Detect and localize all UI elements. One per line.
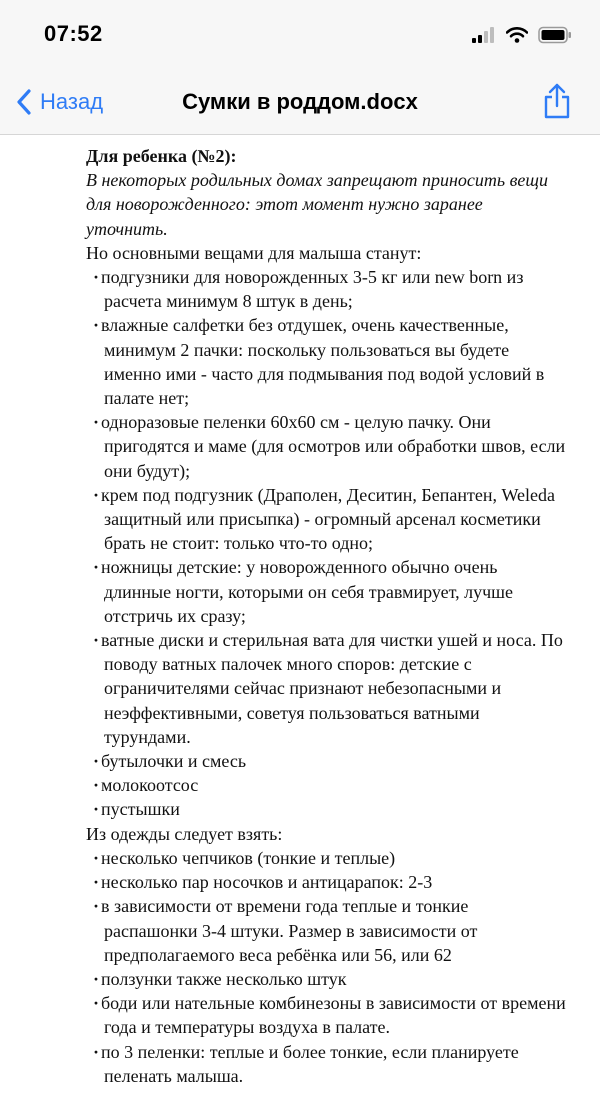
list-item bbox=[86, 265, 566, 313]
list-item bbox=[86, 749, 566, 773]
list-item-text: в зависимости от времени года теплые и тонкие распашонки 3-4 штуки. Размер в зависимости от предполагаемого веса ребёнка или 56, или 62 bbox=[101, 896, 478, 965]
list-item bbox=[86, 1040, 566, 1088]
bullet-icon: · bbox=[93, 557, 100, 578]
list-item bbox=[86, 797, 566, 821]
bullet-icon: · bbox=[93, 799, 100, 820]
status-icons bbox=[472, 24, 572, 46]
navigation-bar bbox=[0, 70, 600, 135]
list-item-text: бутылочки и смесь bbox=[101, 751, 247, 772]
document-content bbox=[86, 144, 566, 1088]
bullet-icon: · bbox=[93, 896, 100, 917]
list-item bbox=[86, 991, 566, 1039]
italic-note: В некоторых родильных домах запрещают приносить вещи для новорожденного: этот момент нужно заранее уточнить. bbox=[86, 170, 548, 239]
list-item bbox=[86, 773, 566, 797]
wifi-icon bbox=[506, 27, 528, 43]
list-item bbox=[86, 483, 566, 556]
list-item-text: ножницы детские: у новорожденного обычно очень длинные ногти, которыми он себя травмирует, лучше отстричь их сразу; bbox=[101, 557, 513, 626]
share-icon bbox=[542, 82, 572, 120]
status-bar bbox=[0, 0, 600, 70]
share-button[interactable] bbox=[542, 82, 572, 125]
bullet-icon: · bbox=[93, 630, 100, 651]
bullet-icon: · bbox=[93, 484, 100, 505]
bullet-icon: · bbox=[93, 1041, 100, 1062]
list-item-text: несколько чепчиков (тонкие и теплые) bbox=[101, 847, 396, 868]
list-item-text: несколько пар носочков и антицарапок: 2-3 bbox=[101, 872, 433, 893]
list-item-text: молокоотсос bbox=[101, 775, 199, 796]
intro-paragraph: Но основными вещами для малыша станут: bbox=[86, 242, 422, 263]
status-time: 07:52 bbox=[44, 21, 103, 46]
clothes-intro: Из одежды следует взять: bbox=[86, 823, 283, 844]
list-item-text: боди или нательные комбинезоны в зависимости от времени года и температуры воздуха в палате. bbox=[101, 993, 566, 1038]
list-item bbox=[86, 313, 566, 410]
list-item bbox=[86, 870, 566, 894]
bullet-icon: · bbox=[93, 751, 100, 772]
list-item bbox=[86, 894, 566, 967]
list-item-text: ползунки также несколько штук bbox=[101, 968, 347, 989]
section-heading: Для ребенка (№2): bbox=[86, 146, 237, 166]
clothes-list bbox=[86, 846, 566, 1088]
bullet-icon: · bbox=[93, 847, 100, 868]
list-item bbox=[86, 628, 566, 749]
document-title: Сумки в роддом.docx bbox=[182, 89, 418, 114]
signal-icon bbox=[472, 27, 496, 43]
list-item-text: крем под подгузник (Драполен, Деситин, Бепантен, Weleda защитный или присыпка) - огромный арсенал косметики брать не стоит: только что-то одно; bbox=[101, 484, 555, 554]
list-item-text: одноразовые пеленки 60х60 см - целую пачку. Они пригодятся и маме (для осмотров или обработки швов, если они будут); bbox=[101, 412, 566, 481]
list-item-text: ватные диски и стерильная вата для чистки ушей и носа. По поводу ватных палочек много споров: детские с ограничителями сейчас признают небезопасными и неэффективными, советуя пользоваться ватными турундами. bbox=[101, 630, 563, 747]
list-item-text: влажные салфетки без отдушек, очень качественные, минимум 2 пачки: поскольку пользоваться вы будете именно ими - часто для подмывания под водой условий в палате нет; bbox=[101, 315, 545, 409]
list-item-text: подгузники для новорожденных 3-5 кг или new born из расчета минимум 8 штук в день; bbox=[101, 267, 524, 312]
back-label: Назад bbox=[40, 89, 104, 114]
bullet-icon: · bbox=[93, 775, 100, 796]
bullet-icon: · bbox=[93, 315, 100, 336]
list-item bbox=[86, 410, 566, 483]
bullet-icon: · bbox=[93, 412, 100, 433]
bullet-icon: · bbox=[93, 267, 100, 288]
essentials-list bbox=[86, 265, 566, 822]
battery-icon bbox=[538, 26, 572, 44]
list-item-text: по 3 пеленки: теплые и более тонкие, если планируете пеленать малыша. bbox=[101, 1041, 519, 1086]
list-item-text: пустышки bbox=[101, 799, 180, 820]
list-item bbox=[86, 846, 566, 870]
list-item bbox=[86, 967, 566, 991]
bullet-icon: · bbox=[93, 993, 100, 1014]
bullet-icon: · bbox=[93, 968, 100, 989]
bullet-icon: · bbox=[93, 872, 100, 893]
list-item bbox=[86, 555, 566, 628]
